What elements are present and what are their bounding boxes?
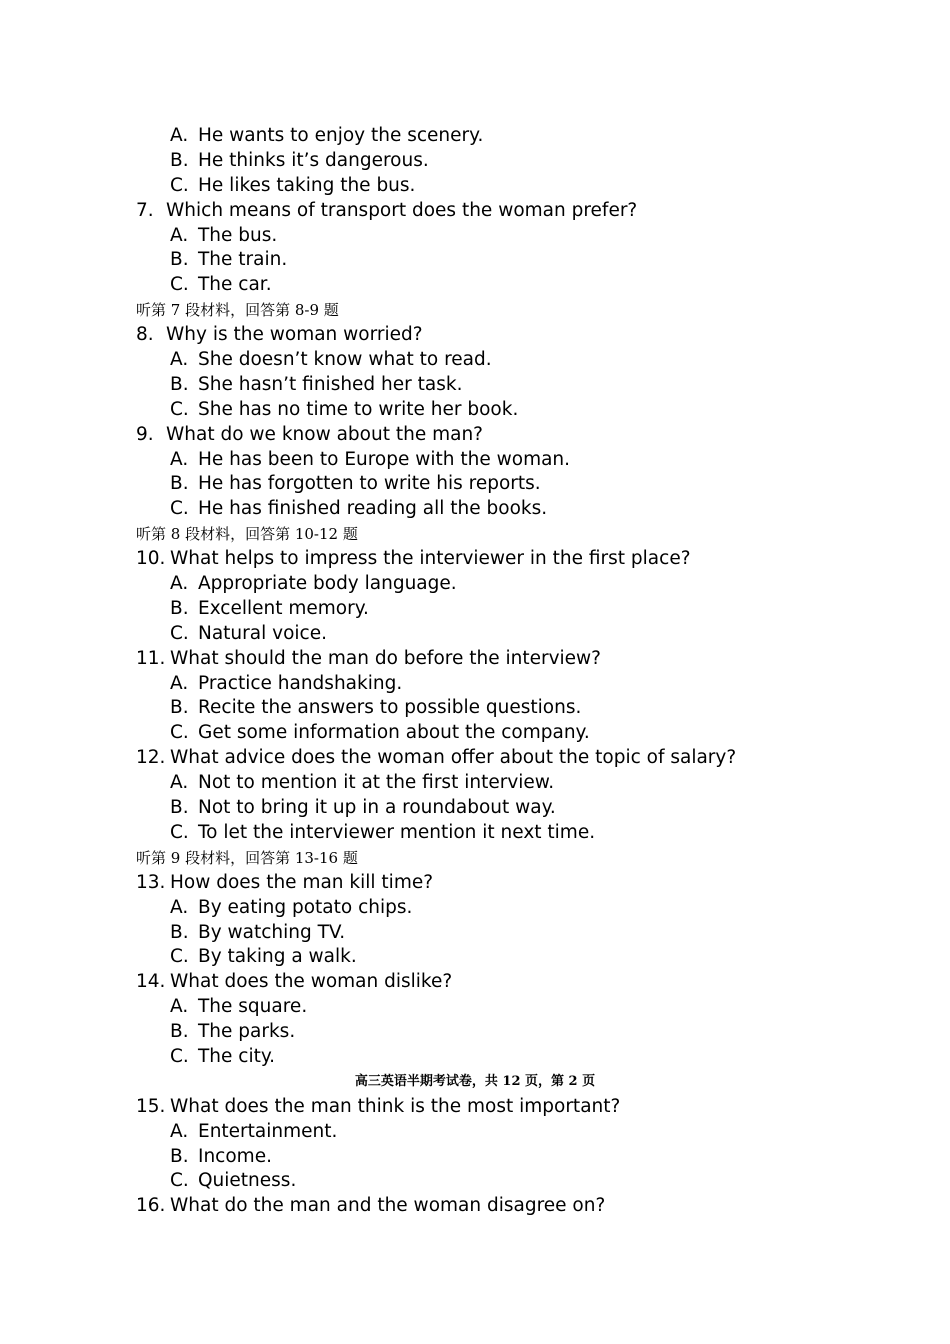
answer-option [0, 696, 950, 721]
option-letter: B. [170, 921, 189, 943]
question-number: 14. [136, 971, 166, 993]
answer-option [0, 273, 950, 298]
question-number: 8. [136, 324, 154, 346]
option-text: He wants to enjoy the scenery. [198, 125, 484, 146]
option-text: He has been to Europe with the woman. [198, 448, 571, 470]
option-text: To let the interviewer mention it next time. [198, 821, 596, 843]
question [0, 547, 950, 572]
section-heading: 听第 9 段材料，回答第 13-16 题 [136, 848, 358, 867]
question-text: What do we know about the man? [166, 423, 483, 445]
option-letter: C. [170, 398, 189, 420]
question-text: What does the man think is the most important? [170, 1095, 621, 1117]
question [0, 746, 950, 771]
option-text: Not to mention it at the first interview. [198, 772, 555, 794]
option-letter: C. [170, 174, 189, 196]
question-number: 7. [136, 199, 154, 221]
exam-page [0, 124, 950, 1219]
option-letter: B. [170, 473, 189, 495]
option-text: He has finished reading all the books. [198, 498, 548, 520]
question [0, 423, 950, 448]
option-text: The square. [198, 996, 308, 1018]
option-text: Practice handshaking. [198, 672, 403, 694]
section-heading: 听第 8 段材料，回答第 10-12 题 [136, 525, 358, 544]
question [0, 871, 950, 896]
option-text: Natural voice. [198, 622, 327, 644]
option-text: Appropriate body language. [198, 573, 457, 595]
option-letter: C. [170, 1045, 189, 1067]
question-number: 10. [136, 548, 166, 570]
option-text: Recite the answers to possible questions. [198, 697, 582, 719]
answer-option [0, 497, 950, 522]
option-text: She doesn’t know what to read. [198, 349, 492, 371]
option-letter: C. [170, 274, 189, 296]
option-letter: C. [170, 1170, 189, 1192]
answer-option [0, 921, 950, 946]
answer-option [0, 149, 950, 174]
option-text: By taking a walk. [198, 946, 357, 968]
question-number: 15. [136, 1095, 166, 1117]
question-number: 13. [136, 871, 166, 893]
answer-option [0, 721, 950, 746]
option-text: Excellent memory. [198, 597, 369, 619]
question-text: Why is the woman worried? [166, 324, 423, 346]
option-text: The car. [198, 274, 272, 296]
option-text: Get some information about the company. [198, 722, 590, 744]
option-letter: A. [170, 573, 189, 595]
answer-option [0, 448, 950, 473]
question-text: What advice does the woman offer about the topic of salary? [170, 747, 737, 769]
answer-option [0, 224, 950, 249]
answer-option [0, 672, 950, 697]
question [0, 647, 950, 672]
option-letter: B. [170, 597, 189, 619]
option-text: By watching TV. [198, 921, 346, 943]
question-number: 16. [136, 1195, 166, 1217]
option-letter: C. [170, 722, 189, 744]
option-letter: B. [170, 697, 189, 719]
option-text: The train. [198, 249, 288, 271]
answer-option [0, 995, 950, 1020]
option-letter: A. [170, 349, 189, 371]
question [0, 199, 950, 224]
answer-option [0, 771, 950, 796]
option-letter: A. [170, 896, 189, 918]
section-heading: 听第 7 段材料，回答第 8-9 题 [136, 301, 339, 320]
option-letter: B. [170, 1145, 189, 1167]
answer-option [0, 248, 950, 273]
question-text: What do the man and the woman disagree on? [170, 1195, 606, 1217]
option-text: The city. [198, 1045, 276, 1067]
question-text: How does the man kill time? [170, 871, 434, 893]
option-text: The bus. [198, 224, 278, 246]
option-text: He thinks it’s dangerous. [198, 149, 429, 171]
question-text: What does the woman dislike? [170, 971, 453, 993]
question-text: What helps to impress the interviewer in the first place? [170, 548, 691, 570]
option-letter: B. [170, 249, 189, 271]
question-text: Which means of transport does the woman prefer? [166, 199, 638, 221]
question-number: 9. [136, 423, 154, 445]
answer-option [0, 1045, 950, 1070]
option-text: She has no time to write her book. [198, 398, 519, 420]
option-text: The parks. [198, 1021, 296, 1043]
option-letter: A. [170, 672, 189, 694]
option-letter: A. [170, 224, 189, 246]
answer-option [0, 622, 950, 647]
question-number: 11. [136, 647, 166, 669]
option-text: Entertainment. [198, 1120, 338, 1142]
page-footer: 高三英语半期考试卷，共 12 页，第 2 页 [354, 1073, 596, 1089]
option-letter: C. [170, 821, 189, 843]
question [0, 970, 950, 995]
option-text: He has forgotten to write his reports. [198, 473, 541, 495]
answer-option [0, 1145, 950, 1170]
answer-option [0, 572, 950, 597]
option-text: By eating potato chips. [198, 896, 413, 918]
option-letter: A. [170, 125, 189, 146]
option-letter: C. [170, 946, 189, 968]
option-letter: B. [170, 1021, 189, 1043]
option-letter: B. [170, 797, 189, 819]
answer-option [0, 597, 950, 622]
option-letter: B. [170, 373, 189, 395]
option-letter: C. [170, 498, 189, 520]
option-text: Income. [198, 1145, 272, 1167]
answer-option [0, 373, 950, 398]
answer-option [0, 945, 950, 970]
answer-option [0, 398, 950, 423]
question-text: What should the man do before the interview? [170, 647, 601, 669]
answer-option [0, 821, 950, 846]
answer-option [0, 472, 950, 497]
option-letter: C. [170, 622, 189, 644]
option-letter: B. [170, 149, 189, 171]
option-letter: A. [170, 448, 189, 470]
answer-option [0, 1169, 950, 1194]
question [0, 323, 950, 348]
answer-option [0, 896, 950, 921]
option-letter: A. [170, 1120, 189, 1142]
answer-option [0, 124, 950, 149]
answer-option [0, 1020, 950, 1045]
option-letter: A. [170, 772, 189, 794]
answer-option [0, 174, 950, 199]
option-text: She hasn’t finished her task. [198, 373, 463, 395]
option-text: Not to bring it up in a roundabout way. [198, 797, 556, 819]
question [0, 1095, 950, 1120]
option-text: He likes taking the bus. [198, 174, 416, 196]
answer-option [0, 1120, 950, 1145]
option-letter: A. [170, 996, 189, 1018]
answer-option [0, 796, 950, 821]
question-number: 12. [136, 747, 166, 769]
answer-option [0, 348, 950, 373]
option-text: Quietness. [198, 1170, 297, 1192]
question [0, 1194, 950, 1219]
